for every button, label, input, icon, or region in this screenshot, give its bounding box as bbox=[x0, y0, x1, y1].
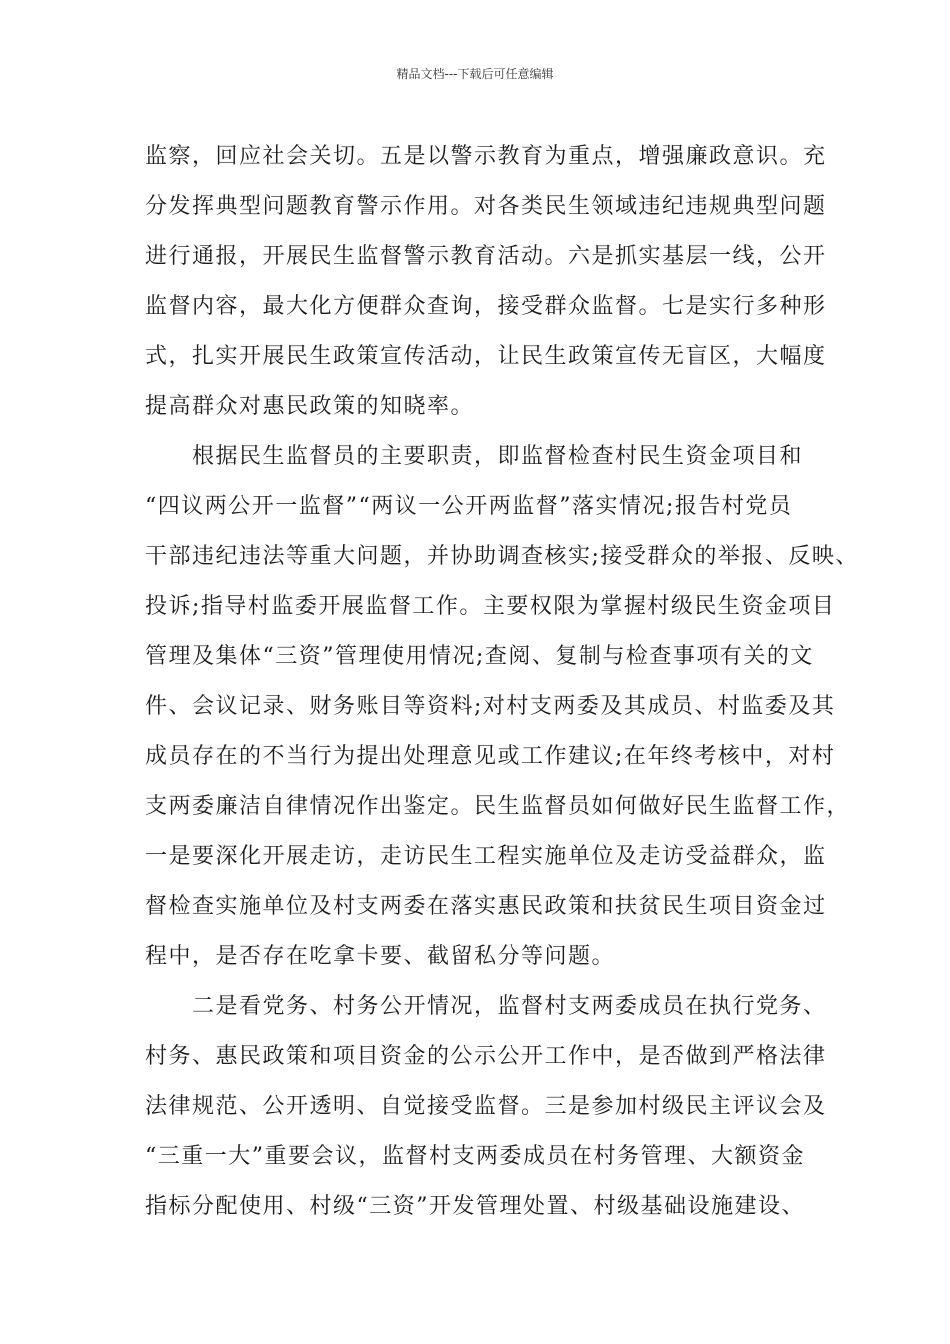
paragraph-1 bbox=[145, 132, 827, 432]
text-line: 管理及集体“三资”管理使用情况;查阅、复制与检查事项有关的文 bbox=[145, 644, 814, 669]
text-line: 分发挥典型问题教育警示作用。对各类民生领域违纪违规典型问题 bbox=[145, 194, 827, 219]
text-line: 成员存在的不当行为提出处理意见或工作建议;在年终考核中，对村 bbox=[145, 744, 836, 769]
text-line: 村务、惠民政策和项目资金的公示公开工作中，是否做到严格法律 bbox=[145, 1044, 827, 1069]
text-line: 式，扎实开展民生政策宣传活动，让民生政策宣传无盲区，大幅度 bbox=[145, 344, 827, 369]
text-line: 法律规范、公开透明、自觉接受监督。三是参加村级民主评议会及 bbox=[145, 1094, 827, 1119]
paragraph-3 bbox=[145, 982, 827, 1232]
text-line: 指标分配使用、村级“三资”开发管理处置、村级基础设施建设、 bbox=[145, 1194, 805, 1219]
page-header: 精品文档---下载后可任意编辑 bbox=[396, 67, 554, 81]
text-line: 件、会议记录、财务账目等资料;对村支两委及其成员、村监委及其 bbox=[145, 694, 836, 719]
text-line: 进行通报，开展民生监督警示教育活动。六是抓实基层一线，公开 bbox=[145, 244, 827, 269]
text-line: 支两委廉洁自律情况作出鉴定。民生监督员如何做好民生监督工作， bbox=[145, 794, 851, 819]
text-line: 督检查实施单位及村支两委在落实惠民政策和扶贫民生项目资金过 bbox=[145, 894, 827, 919]
text-line: 一是要深化开展走访，走访民生工程实施单位及走访受益群众，监 bbox=[145, 844, 827, 869]
text-line: 投诉;指导村监委开展监督工作。主要权限为掌握村级民生资金项目 bbox=[145, 594, 836, 619]
text-line: 监督内容，最大化方便群众查询，接受群众监督。七是实行多种形 bbox=[145, 294, 827, 319]
text-line: 程中，是否存在吃拿卡要、截留私分等问题。 bbox=[145, 944, 616, 969]
text-line: 根据民生监督员的主要职责，即监督检查村民生资金项目和 bbox=[192, 444, 804, 469]
document-body bbox=[145, 132, 859, 1232]
text-line: 干部违纪违法等重大问题，并协助调查核实;接受群众的举报、反映、 bbox=[145, 544, 859, 569]
text-line: “四议两公开一监督”“两议一公开两监督”落实情况;报告村党员 bbox=[145, 494, 793, 519]
paragraph-2 bbox=[145, 432, 859, 982]
text-line: 二是看党务、村务公开情况，监督村支两委成员在执行党务、 bbox=[192, 994, 827, 1019]
text-line: 提高群众对惠民政策的知晓率。 bbox=[145, 394, 475, 419]
text-line: 监察，回应社会关切。五是以警示教育为重点，增强廉政意识。充 bbox=[145, 144, 827, 169]
text-line: “三重一大”重要会议，监督村支两委成员在村务管理、大额资金 bbox=[145, 1144, 805, 1169]
